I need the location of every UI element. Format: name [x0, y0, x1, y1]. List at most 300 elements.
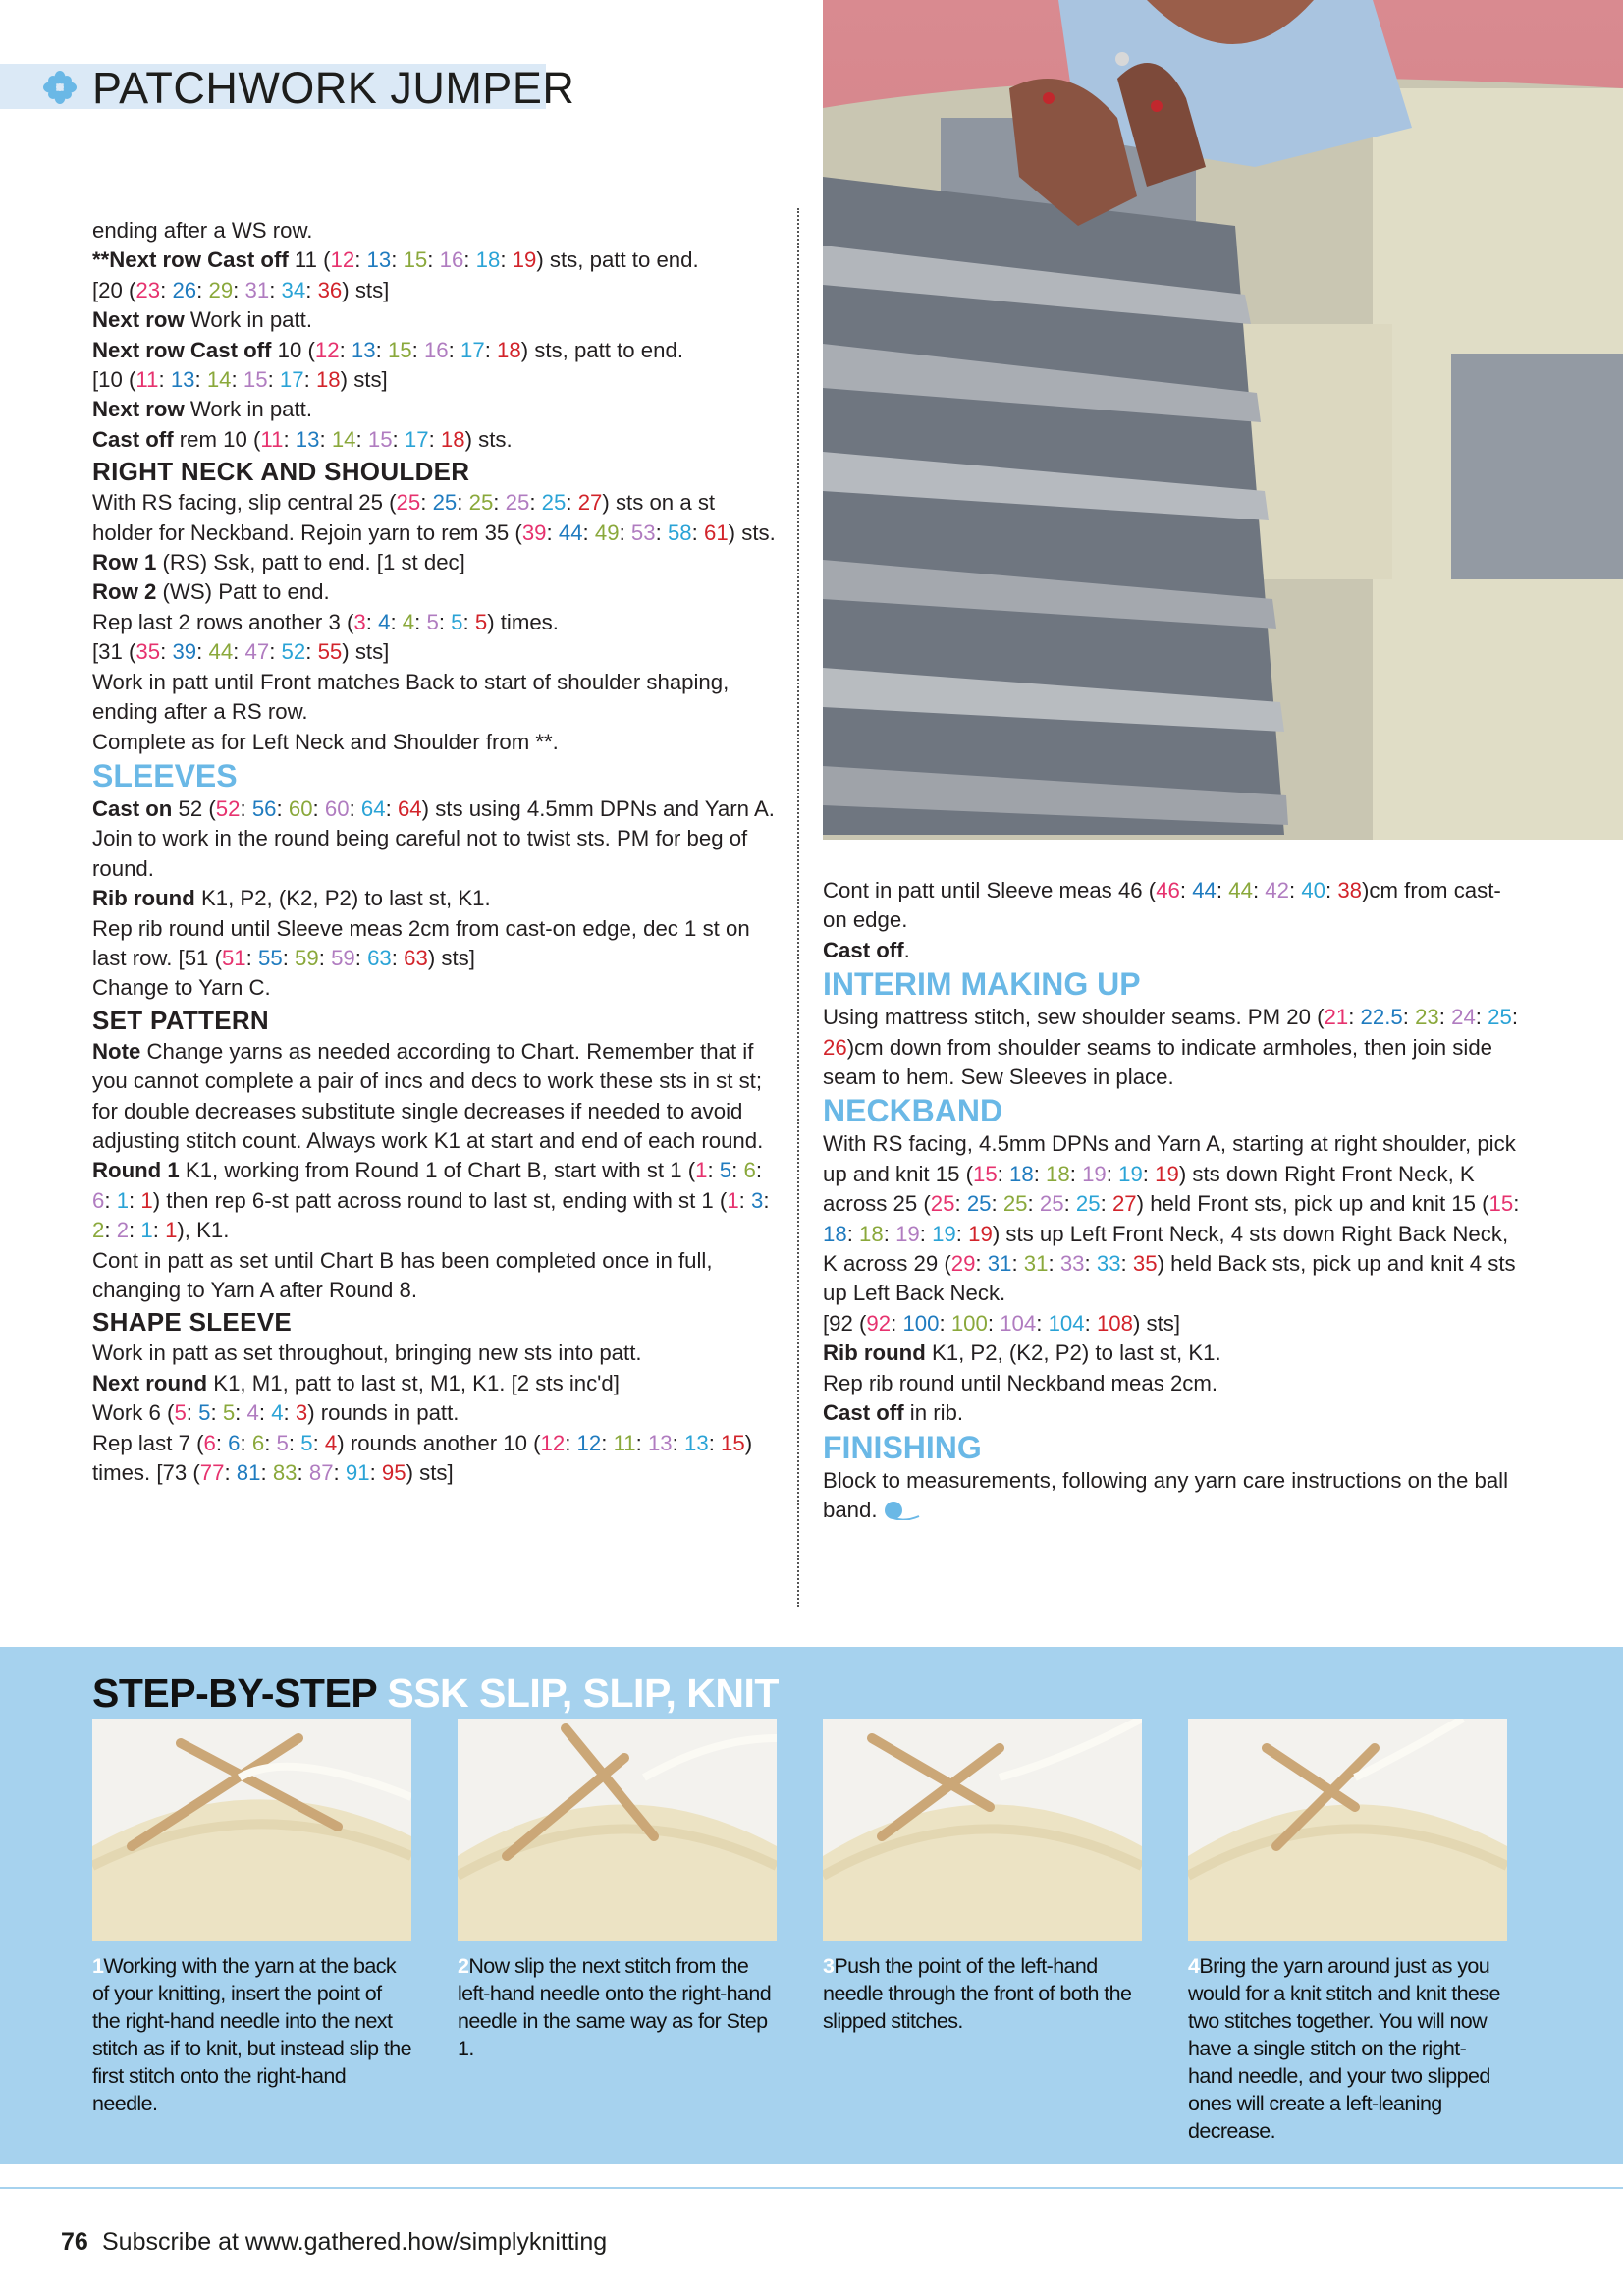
text: Rep last 2 rows another	[92, 609, 323, 634]
text: held Front sts, pick up and knit	[1150, 1191, 1446, 1217]
text: , K1.	[184, 1218, 230, 1243]
value: 20	[98, 277, 123, 302]
value: 21	[1324, 1005, 1349, 1030]
pattern-line: Cont in patt until Sleeve meas 46 (46: 44: 44: 42: 40: 38)cm from cast-on edge.	[823, 878, 1501, 933]
value: 11	[294, 247, 317, 273]
value: 23	[135, 277, 161, 302]
text: K1, working from Round 1 of Chart B, start with st	[185, 1158, 665, 1183]
value: 14	[331, 426, 356, 452]
value: 5	[222, 1400, 236, 1426]
text: .	[903, 937, 910, 962]
text: Cast off	[92, 426, 174, 452]
value: 52	[281, 639, 306, 665]
step-description: Push the point of the left-hand needle through the front of both the slipped stitches.	[823, 1954, 1132, 2033]
text: Cont in patt until Sleeve meas	[823, 878, 1112, 902]
value: 4	[378, 609, 391, 634]
value: 29	[913, 1251, 939, 1277]
value: 44	[1228, 878, 1253, 902]
value: 3	[353, 609, 366, 634]
text: Rib round	[823, 1340, 926, 1366]
value: 17	[404, 426, 429, 452]
value: 35	[1132, 1251, 1158, 1277]
value: 42	[1265, 878, 1289, 902]
value: 31	[987, 1251, 1012, 1277]
step-description: Now slip the next stitch from the left-hand needle onto the right-hand needle in the same way as for Step 1.	[458, 1954, 772, 2060]
step-number: 1	[92, 1954, 104, 1978]
text: sts.	[741, 519, 776, 545]
value: 7	[178, 1430, 190, 1455]
column-divider	[797, 208, 799, 1607]
value: 25	[930, 1191, 955, 1217]
value: 1	[701, 1187, 714, 1213]
text: **Next row Cast off	[92, 247, 289, 273]
value: 18	[315, 367, 341, 393]
text: Change yarns as needed according to Chart. Remember that if you cannot complete a pair of incs and decs to work these sts in st st; for double decreases substitute single decreases if needed to avoid adjusting stitch count. Always work K1 at start and end of each round.	[92, 1038, 764, 1153]
value: 3	[328, 609, 341, 634]
text: Rib round	[92, 886, 195, 911]
value: 46	[1117, 878, 1143, 902]
jumper-photo	[823, 0, 1623, 840]
value: 26	[172, 277, 197, 302]
step-description: Bring the yarn around just as you would for a knit stitch and knit these two stitches together. You will now have a single stitch on the right-hand needle, and your two slipped ones will create a left-leaning decrease.	[1188, 1954, 1500, 2143]
value: 5	[451, 609, 463, 634]
text: Next row	[92, 307, 185, 333]
text: in rib.	[909, 1400, 964, 1426]
value: 25	[396, 490, 421, 516]
left-column	[92, 216, 780, 1488]
value: 17	[279, 367, 304, 393]
section-heading: SHAPE SLEEVE	[92, 1307, 292, 1338]
text: times.	[500, 609, 559, 634]
value: 100	[902, 1310, 940, 1336]
value: 104	[1048, 1310, 1085, 1336]
step-number: 4	[1188, 1954, 1200, 1978]
text: rounds in patt.	[320, 1400, 460, 1426]
value: 24	[1451, 1005, 1476, 1030]
value: 11	[613, 1430, 636, 1455]
value: 5	[276, 1430, 289, 1455]
value: 19	[895, 1221, 920, 1246]
pattern-line	[823, 1339, 1520, 1368]
pattern-line: Cont in patt as set until Chart B has been completed once in full, changing to Yarn A after Round 8.	[92, 1247, 713, 1302]
value: 73	[162, 1460, 188, 1486]
pattern-line: Change to Yarn C.	[92, 975, 271, 1001]
section-heading: INTERIM MAKING UP	[823, 966, 1141, 1003]
step-photo-4	[1188, 1719, 1507, 1941]
text: (RS) Ssk, patt to end. [1 st dec]	[162, 550, 465, 575]
pattern-line: Using mattress stitch, sew shoulder seams. PM 20 (21: 22.5: 23: 24: 25: 26)cm down from shoulder seams to indicate armholes, then join side seam to hem. Sew Sleeves in place.	[823, 1005, 1518, 1090]
text: held Back sts, pick up and knit 4 sts up Left Back Neck.	[823, 1251, 1516, 1306]
text: Rep rib round until Sleeve meas 2cm from cast-on edge, dec 1 st on last row. [	[92, 915, 750, 970]
value: 6	[92, 1187, 105, 1213]
value: 63	[404, 945, 428, 970]
right-column	[823, 876, 1520, 1525]
value: 13	[684, 1430, 709, 1455]
value: 4	[246, 1400, 259, 1426]
text: ending after a WS row.	[92, 218, 313, 243]
value: 64	[397, 795, 422, 821]
text: rounds another	[350, 1430, 498, 1455]
value: 1	[695, 1158, 708, 1183]
value: 31	[244, 277, 270, 302]
pattern-line: Work in patt as set throughout, bringing new sts into patt.	[92, 1340, 642, 1366]
value: 18	[497, 337, 521, 362]
value: 25	[432, 490, 458, 516]
value: 1	[140, 1218, 153, 1243]
text: Work in patt.	[189, 307, 313, 333]
value: 17	[460, 337, 485, 362]
value: 14	[206, 367, 232, 393]
pattern-line: Complete as for Left Neck and Shoulder from **.	[92, 729, 559, 754]
value: 29	[208, 277, 234, 302]
text: Cast off	[823, 1400, 904, 1426]
value: 16	[423, 337, 449, 362]
text: Note	[92, 1038, 141, 1064]
value: 95	[381, 1460, 406, 1486]
value: 77	[199, 1460, 225, 1486]
value: 15	[387, 337, 412, 362]
value: 25	[358, 490, 383, 516]
text: rem	[179, 426, 217, 452]
value: 5	[300, 1430, 313, 1455]
value: 40	[1301, 878, 1325, 902]
value: 13	[295, 426, 320, 452]
value: 91	[345, 1460, 370, 1486]
value: 2	[92, 1218, 105, 1243]
pattern-line	[92, 1037, 780, 1157]
value: 4	[271, 1400, 284, 1426]
value: 12	[540, 1430, 566, 1455]
value: 25	[1075, 1191, 1101, 1217]
value: 53	[630, 519, 656, 545]
value: 55	[317, 639, 343, 665]
value: 15	[367, 426, 393, 452]
value: 25	[966, 1191, 992, 1217]
value: 56	[251, 795, 277, 821]
step-photo-1	[92, 1719, 411, 1941]
value: 10	[98, 367, 123, 393]
value: 1	[116, 1187, 130, 1213]
text: Work in patt.	[189, 397, 313, 422]
value: 19	[932, 1221, 956, 1246]
value: 4	[324, 1430, 338, 1455]
text: cm from cast-on edge.	[823, 878, 1501, 933]
value: 18	[475, 247, 501, 273]
value: 47	[244, 639, 270, 665]
value: 18	[823, 1221, 847, 1246]
text: Block to measurements, following any yarn care instructions on the ball band.	[823, 1467, 1509, 1522]
pattern-line: Rep rib round until Sleeve meas 2cm from cast-on edge, dec 1 st on last row. [51 (51: 55: 59: 59: 63: 63) sts]	[92, 915, 750, 970]
text: (WS) Patt to end.	[162, 579, 330, 605]
footer-divider	[0, 2187, 1623, 2189]
value: 25	[541, 490, 567, 516]
text: Next row	[92, 397, 185, 422]
value: 44	[1192, 878, 1217, 902]
pattern-line: Next row Cast off 10 (12: 13: 15: 16: 17: 18) sts, patt to end.	[92, 337, 683, 362]
pattern-line: [20 (23: 26: 29: 31: 34: 36) sts]	[92, 277, 390, 302]
value: 83	[272, 1460, 298, 1486]
value: 44	[208, 639, 234, 665]
step-number: 2	[458, 1954, 469, 1978]
value: 12	[576, 1430, 602, 1455]
value: 13	[170, 367, 195, 393]
pattern-line	[92, 305, 780, 335]
value: 11	[260, 426, 284, 452]
pattern-line	[92, 216, 780, 246]
value: 19	[1118, 1161, 1143, 1186]
subscribe-link[interactable]: Subscribe at www.gathered.how/simplyknitting	[102, 2228, 608, 2256]
value: 18	[1046, 1161, 1070, 1186]
value: 6	[148, 1400, 161, 1426]
title-white: SSK SLIP, SLIP, KNIT	[387, 1670, 779, 1716]
value: 31	[1023, 1251, 1049, 1277]
value: 3	[295, 1400, 308, 1426]
value: 1	[140, 1187, 153, 1213]
value: 10	[503, 1430, 527, 1455]
value: 33	[1096, 1251, 1121, 1277]
value: 15	[1451, 1191, 1476, 1217]
step-description: Working with the yarn at the back of your knitting, insert the point of the right-hand needle into the next stitch as if to knit, but instead slip the first stitch onto the right-hand needle.	[92, 1954, 411, 2115]
text: sts, patt to end.	[534, 337, 683, 362]
value: 60	[324, 795, 350, 821]
value: 26	[823, 1034, 847, 1060]
value: 36	[317, 277, 343, 302]
value: 3	[751, 1187, 764, 1213]
value: 92	[866, 1310, 892, 1336]
value: 33	[1059, 1251, 1085, 1277]
value: 6	[251, 1430, 265, 1455]
pattern-line: Cast on 52 (52: 56: 60: 60: 64: 64) sts using 4.5mm DPNs and Yarn A. Join to work in the round being careful not to twist sts. PM for beg of round.	[92, 795, 775, 881]
pattern-line: With RS facing, slip central 25 (25: 25: 25: 25: 25: 27) sts on a st holder for Neckband. Rejoin yarn to rem 35 (39: 44: 49: 53: 58: 61) sts.	[92, 490, 776, 545]
value: 19	[512, 247, 537, 273]
value: 58	[667, 519, 692, 545]
pattern-line: **Next row Cast off 11 (12: 13: 15: 16: 18: 19) sts, patt to end.	[92, 247, 699, 273]
text: Using mattress stitch, sew shoulder seams. PM	[823, 1005, 1281, 1030]
step-text-3	[823, 1952, 1142, 2035]
value: 13	[647, 1430, 673, 1455]
value: 44	[558, 519, 583, 545]
value: 51	[221, 945, 246, 970]
value: 5	[174, 1400, 187, 1426]
value: 5	[474, 609, 488, 634]
step-photo-2	[458, 1719, 777, 1941]
text: sts down Right Front Neck, K across	[823, 1161, 1475, 1217]
text: With RS facing, slip central	[92, 490, 353, 516]
text: sts]	[354, 277, 390, 302]
value: 38	[1337, 878, 1363, 902]
pattern-line: Cast off rem 10 (11: 13: 14: 15: 17: 18) sts.	[92, 426, 513, 452]
section-heading: NECKBAND	[823, 1093, 1003, 1129]
text: sts.	[478, 426, 513, 452]
value: 51	[184, 945, 209, 970]
value: 87	[308, 1460, 334, 1486]
value: 39	[172, 639, 197, 665]
text: sts on a st holder for Neckband. Rejoin yarn to rem	[92, 490, 716, 545]
pattern-line: Round 1 K1, working from Round 1 of Chart B, start with st 1 (1: 5: 6: 6: 1: 1) then rep 6-st patt across round to last st, ending with st 1 (1: 3: 2: 2: 1: 1), K1.	[92, 1158, 770, 1243]
value: 27	[1111, 1191, 1137, 1217]
value: 18	[440, 426, 465, 452]
step-text-4	[1188, 1952, 1507, 2145]
text: sts]	[353, 367, 388, 393]
value: 10	[223, 426, 247, 452]
page-number: 76	[61, 2228, 88, 2256]
value: 5	[719, 1158, 732, 1183]
value: 25	[1039, 1191, 1064, 1217]
pattern-line: [92 (92: 100: 100: 104: 104: 108) sts]	[823, 1310, 1181, 1336]
value: 15	[721, 1430, 745, 1455]
value: 12	[330, 247, 355, 273]
value: 59	[331, 945, 355, 970]
value: 12	[314, 337, 340, 362]
value: 19	[968, 1221, 993, 1246]
pattern-line: Rep last 2 rows another 3 (3: 4: 4: 5: 5: 5) times.	[92, 609, 559, 634]
value: 18	[1009, 1161, 1034, 1186]
pattern-line: [10 (11: 13: 14: 15: 17: 18) sts]	[92, 367, 388, 393]
value: 1	[727, 1187, 739, 1213]
value: 15	[972, 1161, 998, 1186]
pattern-line	[92, 884, 780, 913]
value: 27	[577, 490, 603, 516]
text: then rep 6-st patt across round to last st, ending with st	[166, 1187, 696, 1213]
section-heading: SLEEVES	[92, 757, 238, 793]
value: 22.5	[1360, 1005, 1403, 1030]
value: 35	[135, 639, 161, 665]
value: 81	[236, 1460, 261, 1486]
value: 19	[1155, 1161, 1179, 1186]
value: 25	[468, 490, 494, 516]
text: Row 2	[92, 579, 157, 605]
value: 52	[215, 795, 241, 821]
value: 6	[228, 1430, 241, 1455]
pattern-line	[823, 1398, 1520, 1428]
value: 100	[950, 1310, 988, 1336]
section-heading: RIGHT NECK AND SHOULDER	[92, 457, 470, 487]
value: 6	[203, 1430, 216, 1455]
value: 4	[402, 609, 415, 634]
step-by-step-title	[92, 1667, 779, 1719]
pattern-line	[823, 1466, 1520, 1526]
text: Work	[92, 1400, 143, 1426]
value: 64	[360, 795, 386, 821]
value: 13	[366, 247, 392, 273]
text: Cast on	[92, 795, 173, 821]
value: 18	[859, 1221, 884, 1246]
value: 25	[1002, 1191, 1028, 1217]
step-text-1	[92, 1952, 411, 2117]
value: 25	[505, 490, 530, 516]
value: 20	[1286, 1005, 1311, 1030]
value: 5	[198, 1400, 211, 1426]
text: Next row Cast off	[92, 337, 272, 362]
value: 10	[277, 337, 302, 362]
value: 29	[950, 1251, 976, 1277]
value: 34	[281, 277, 306, 302]
value: 46	[1156, 878, 1180, 902]
text: Rep last	[92, 1430, 173, 1455]
text: sts using 4.5mm DPNs and Yarn A. Join to work in the round being careful not to twist sts. PM for beg of round.	[92, 795, 775, 881]
value: 25	[893, 1191, 918, 1217]
text: K1, M1, patt to last st, M1, K1. [2 sts inc'd]	[213, 1370, 620, 1395]
text: sts]	[1146, 1310, 1181, 1336]
text: sts]	[419, 1460, 454, 1486]
section-heading: SET PATTERN	[92, 1005, 270, 1035]
pattern-line: [31 (35: 39: 44: 47: 52: 55) sts]	[92, 639, 390, 665]
value: 61	[703, 519, 729, 545]
value: 11	[135, 367, 159, 393]
value: 15	[935, 1161, 960, 1186]
pattern-line: Rep last 7 (6: 6: 6: 5: 5: 4) rounds another 10 (12: 12: 11: 13: 13: 15) times. [73 (77: 81: 83: 87: 91: 95) sts]	[92, 1430, 753, 1486]
text: sts up Left Front Neck, 4 sts down Right Back Neck, K across	[823, 1221, 1509, 1277]
value: 1	[670, 1158, 682, 1183]
value: 5	[426, 609, 439, 634]
value: 35	[484, 519, 510, 545]
text: Row 1	[92, 550, 157, 575]
text: Cast off	[823, 937, 904, 962]
step-photo-3	[823, 1719, 1142, 1941]
value: 15	[403, 247, 428, 273]
pattern-line: With RS facing, 4.5mm DPNs and Yarn A, starting at right shoulder, pick up and knit 15 (15: 18: 18: 19: 19: 19) sts down Right Front Neck, K across 25 (25: 25: 25: 25: 25: 27) held Front sts, pick up and knit 15 (15: 18: 18: 19: 19: 19) sts up Left Front Neck, 4 sts down Right Back Neck, K across 29 (29: 31: 31: 33: 33: 35) held Back sts, pick up and knit 4 sts up Left Back Neck.	[823, 1131, 1520, 1306]
text: sts]	[441, 945, 475, 970]
value: 23	[1415, 1005, 1439, 1030]
value: 15	[243, 367, 268, 393]
value: 13	[351, 337, 376, 362]
value: 63	[367, 945, 392, 970]
value: 108	[1096, 1310, 1133, 1336]
pattern-line: Work 6 (5: 5: 5: 4: 4: 3) rounds in patt.	[92, 1400, 460, 1426]
flower-icon	[43, 71, 77, 104]
text: cm down from shoulder seams to indicate armholes, then join side seam to hem. Sew Sleeves in place.	[823, 1034, 1492, 1090]
value: 49	[594, 519, 620, 545]
value: 55	[258, 945, 283, 970]
value: 60	[288, 795, 313, 821]
text: sts, patt to end.	[549, 247, 699, 273]
value: 31	[98, 639, 123, 665]
pattern-line	[92, 1369, 780, 1398]
pattern-line	[823, 936, 1520, 965]
text: K1, P2, (K2, P2) to last st, K1.	[931, 1340, 1221, 1366]
text: Next round	[92, 1370, 208, 1395]
text: Round 1	[92, 1158, 180, 1183]
yarn-ball-icon	[884, 1501, 921, 1520]
value: 92	[829, 1310, 853, 1336]
step-number: 3	[823, 1954, 835, 1978]
value: 104	[1000, 1310, 1037, 1336]
page-title: PATCHWORK JUMPER	[92, 63, 575, 113]
pattern-line	[92, 548, 780, 577]
text: With RS facing, 4.5mm DPNs and Yarn A, starting at right shoulder, pick up and knit	[823, 1131, 1516, 1186]
value: 2	[116, 1218, 130, 1243]
text: K1, P2, (K2, P2) to last st, K1.	[200, 886, 491, 911]
title-black: STEP-BY-STEP	[92, 1670, 377, 1716]
value: 16	[439, 247, 464, 273]
value: 25	[1488, 1005, 1512, 1030]
value: 19	[1082, 1161, 1107, 1186]
pattern-line: Rep rib round until Neckband meas 2cm.	[823, 1370, 1218, 1395]
pattern-line	[92, 577, 780, 607]
section-heading: FINISHING	[823, 1429, 982, 1465]
pattern-line: Work in patt until Front matches Back to start of shoulder shaping, ending after a RS row.	[92, 669, 730, 725]
value: 39	[521, 519, 547, 545]
text: times. [	[92, 1460, 163, 1486]
value: 6	[743, 1158, 756, 1183]
step-text-2	[458, 1952, 777, 2062]
value: 59	[295, 945, 319, 970]
value: 15	[1488, 1191, 1514, 1217]
text: sts]	[354, 639, 390, 665]
value: 52	[178, 795, 203, 821]
pattern-line	[92, 395, 780, 424]
value: 1	[165, 1218, 178, 1243]
